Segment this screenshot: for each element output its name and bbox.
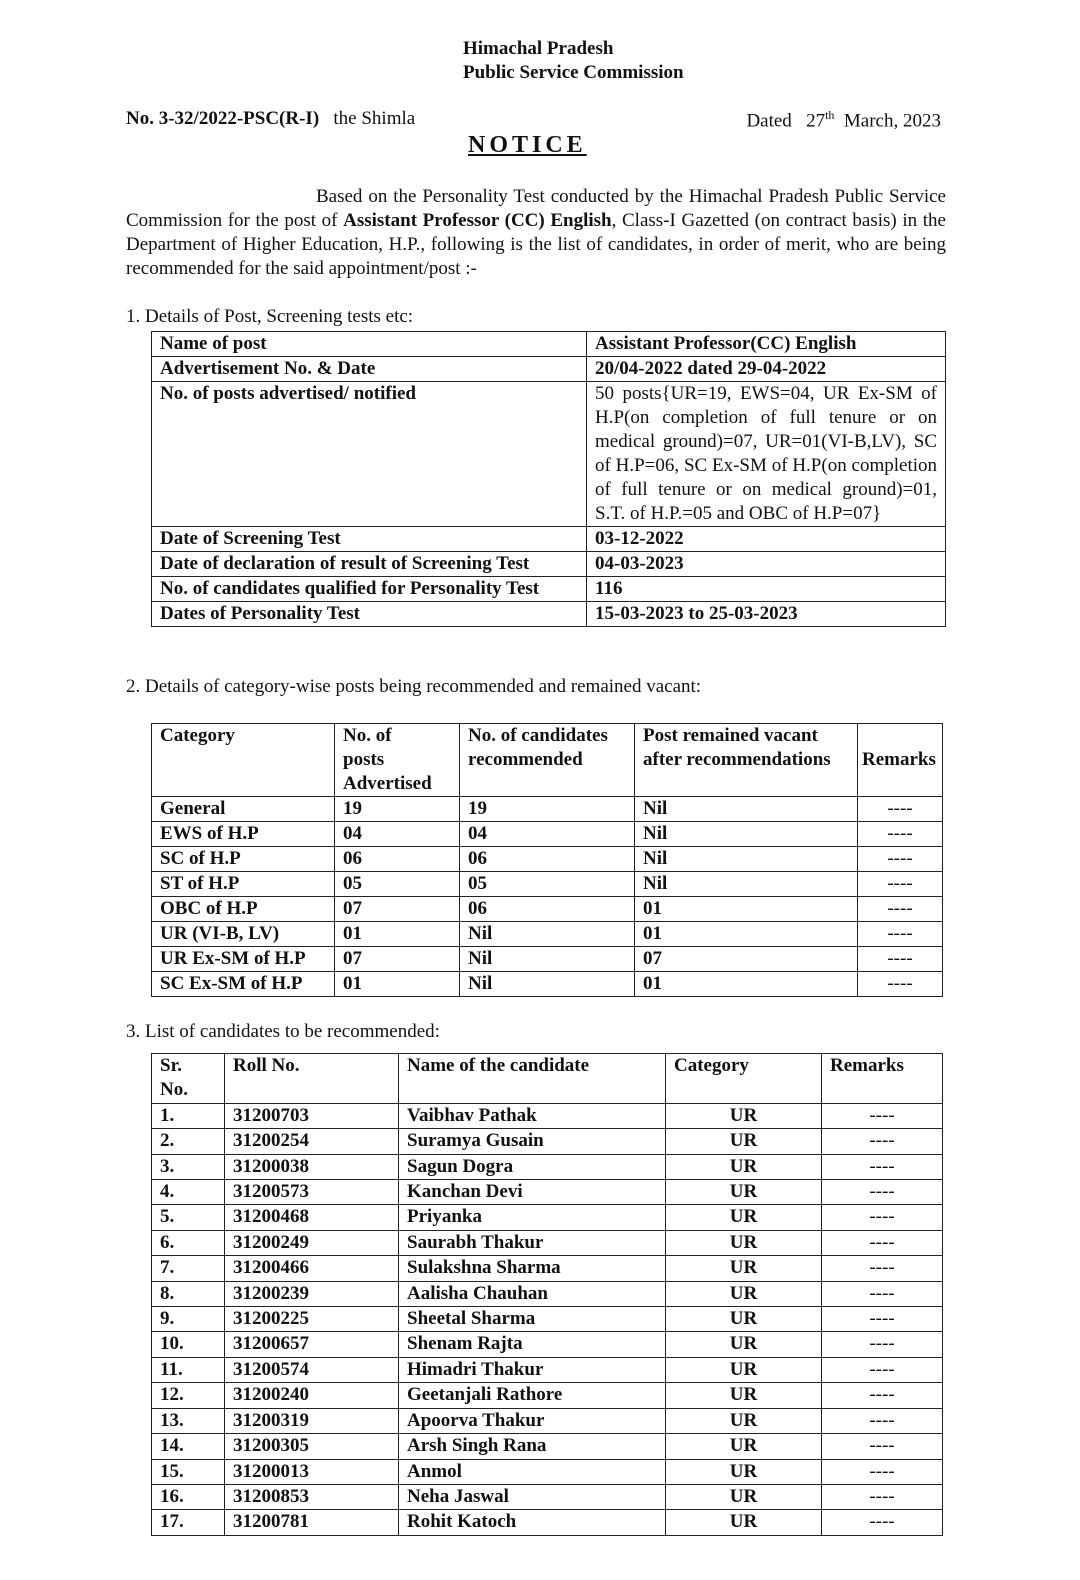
header-category	[666, 1054, 822, 1104]
table-row	[152, 822, 943, 847]
table-row	[152, 1307, 943, 1332]
sr-cell: 9.	[152, 1307, 225, 1332]
advertised-cell: 07	[335, 947, 460, 972]
section-1-heading: 1. Details of Post, Screening tests etc:	[126, 306, 414, 327]
name-cell: Sagun Dogra	[399, 1154, 666, 1179]
table-row	[152, 332, 946, 357]
header-candidate-name	[399, 1054, 666, 1104]
name-cell: Sheetal Sharma	[399, 1307, 666, 1332]
table-row	[152, 527, 946, 552]
header-text: Advertised	[343, 773, 432, 794]
table-row	[152, 897, 943, 922]
category-cell: UR	[666, 1332, 822, 1357]
section-2-heading: 2. Details of category-wise posts being recommended and remained vacant:	[126, 676, 702, 697]
table-row	[152, 1357, 943, 1382]
header-roll-no	[225, 1054, 399, 1104]
remarks-cell: ----	[858, 872, 943, 897]
post-detail-key: Date of declaration of result of Screening Test	[152, 552, 587, 577]
category-cell: UR (VI-B, LV)	[152, 922, 335, 947]
name-cell: Saurabh Thakur	[399, 1230, 666, 1255]
category-cell: UR	[666, 1154, 822, 1179]
intro-part-2: , Class-I Gazetted (on contract basis) in the Department of Higher Education, H.P., following is the list of candidates, in order of merit, who are being recommended for the said appointment/post :-	[126, 210, 946, 279]
table-row	[152, 577, 946, 602]
header-posts-advertised	[335, 724, 460, 797]
header-line-1: Himachal Pradesh	[463, 38, 614, 59]
sr-cell: 4.	[152, 1180, 225, 1205]
name-cell: Vaibhav Pathak	[399, 1103, 666, 1128]
roll-cell: 31200468	[225, 1205, 399, 1230]
header-text: No.	[160, 1079, 188, 1101]
name-cell: Arsh Singh Rana	[399, 1434, 666, 1459]
category-cell: EWS of H.P	[152, 822, 335, 847]
name-cell: Sulakshna Sharma	[399, 1256, 666, 1281]
table-row	[152, 1154, 943, 1179]
post-detail-value: 15-03-2023 to 25-03-2023	[587, 602, 946, 627]
date-day: 27	[806, 110, 826, 132]
post-details-table	[151, 331, 946, 627]
roll-cell: 31200013	[225, 1459, 399, 1484]
post-detail-value: 03-12-2022	[587, 527, 946, 552]
header-text: Sr.	[160, 1055, 183, 1076]
roll-cell: 31200574	[225, 1357, 399, 1382]
table-row	[152, 1383, 943, 1408]
vacant-cell: Nil	[635, 847, 858, 872]
remarks-cell: ----	[822, 1434, 943, 1459]
header-category-text: Category	[160, 725, 235, 746]
sr-cell: 7.	[152, 1256, 225, 1281]
table-row	[152, 1434, 943, 1459]
post-detail-key: Date of Screening Test	[152, 527, 587, 552]
roll-cell: 31200853	[225, 1484, 399, 1509]
category-cell: General	[152, 797, 335, 822]
header-text: Remarks	[862, 749, 936, 770]
remarks-cell: ----	[858, 822, 943, 847]
name-cell: Shenam Rajta	[399, 1332, 666, 1357]
name-cell: Neha Jaswal	[399, 1484, 666, 1509]
recommended-cell: 05	[460, 872, 635, 897]
sr-cell: 2.	[152, 1129, 225, 1154]
advertised-cell: 07	[335, 897, 460, 922]
category-cell: UR	[666, 1434, 822, 1459]
name-cell: Kanchan Devi	[399, 1180, 666, 1205]
table-row	[152, 1484, 943, 1509]
table-row	[152, 1408, 943, 1433]
header-text: after recommendations	[643, 749, 831, 770]
table-row	[152, 947, 943, 972]
remarks-cell: ----	[822, 1383, 943, 1408]
roll-cell: 31200249	[225, 1230, 399, 1255]
category-cell: UR	[666, 1307, 822, 1332]
reference-line	[126, 108, 415, 130]
table-row	[152, 382, 946, 527]
category-cell: UR Ex-SM of H.P	[152, 947, 335, 972]
category-cell: UR	[666, 1103, 822, 1128]
table-row	[152, 1459, 943, 1484]
category-cell: ST of H.P	[152, 872, 335, 897]
table-row	[152, 1103, 943, 1128]
header-post-vacant	[635, 724, 858, 797]
header-remarks	[822, 1054, 943, 1104]
sr-cell: 8.	[152, 1281, 225, 1306]
name-cell: Geetanjali Rathore	[399, 1383, 666, 1408]
post-detail-key: Advertisement No. & Date	[152, 357, 587, 382]
sr-cell: 14.	[152, 1434, 225, 1459]
recommended-cell: 19	[460, 797, 635, 822]
sr-cell: 12.	[152, 1383, 225, 1408]
remarks-cell: ----	[822, 1459, 943, 1484]
roll-cell: 31200319	[225, 1408, 399, 1433]
post-detail-value: 50 posts{UR=19, EWS=04, UR Ex-SM of H.P(on completion of full tenure or on medical ground)=07, UR=01(VI-B,LV), SC of H.P=06, SC Ex-SM of H.P(on completion of full tenure or on medical ground)=01, S.T. of H.P.=05 and OBC of H.P=07}	[587, 382, 946, 527]
roll-cell: 31200240	[225, 1383, 399, 1408]
vacant-cell: 01	[635, 897, 858, 922]
category-cell: UR	[666, 1357, 822, 1382]
remarks-cell: ----	[822, 1484, 943, 1509]
category-cell: UR	[666, 1459, 822, 1484]
category-cell: UR	[666, 1408, 822, 1433]
date-suffix: th	[825, 108, 835, 122]
sr-cell: 10.	[152, 1332, 225, 1357]
name-cell: Suramya Gusain	[399, 1129, 666, 1154]
sr-cell: 11.	[152, 1357, 225, 1382]
sr-cell: 15.	[152, 1459, 225, 1484]
roll-cell: 31200038	[225, 1154, 399, 1179]
remarks-cell: ----	[822, 1256, 943, 1281]
header-sr-no	[152, 1054, 225, 1104]
category-cell: SC of H.P	[152, 847, 335, 872]
roll-cell: 31200254	[225, 1129, 399, 1154]
date-rest: March, 2023	[843, 110, 941, 132]
name-cell: Apoorva Thakur	[399, 1408, 666, 1433]
recommended-cell: 06	[460, 897, 635, 922]
recommended-cell: 04	[460, 822, 635, 847]
table-row	[152, 552, 946, 577]
category-cell: UR	[666, 1256, 822, 1281]
date-label: Dated	[746, 110, 792, 132]
date-line	[746, 108, 941, 132]
vacant-cell: 07	[635, 947, 858, 972]
header-line-2: Public Service Commission	[463, 62, 684, 83]
header-text: Remarks	[830, 1055, 904, 1076]
table-row	[152, 922, 943, 947]
table-row	[152, 847, 943, 872]
table-row	[152, 1510, 943, 1535]
advertised-cell: 06	[335, 847, 460, 872]
header-text: Name of the candidate	[407, 1055, 590, 1076]
table-row	[152, 1281, 943, 1306]
header-text: recommended	[468, 749, 583, 770]
sr-cell: 3.	[152, 1154, 225, 1179]
remarks-cell: ----	[822, 1154, 943, 1179]
section-3-heading: 3. List of candidates to be recommended:	[126, 1021, 440, 1042]
vacant-cell: Nil	[635, 797, 858, 822]
recommended-cell: Nil	[460, 922, 635, 947]
post-detail-key: Name of post	[152, 332, 587, 357]
remarks-cell: ----	[822, 1230, 943, 1255]
category-cell: UR	[666, 1484, 822, 1509]
category-cell: UR	[666, 1180, 822, 1205]
category-cell: UR	[666, 1383, 822, 1408]
roll-cell: 31200466	[225, 1256, 399, 1281]
roll-cell: 31200305	[225, 1434, 399, 1459]
table-row	[152, 972, 943, 997]
remarks-cell: ----	[822, 1281, 943, 1306]
category-cell: UR	[666, 1129, 822, 1154]
notice-title: NOTICE	[468, 132, 587, 158]
header-text: Category	[674, 1055, 749, 1076]
remarks-cell: ----	[822, 1180, 943, 1205]
post-detail-key: No. of posts advertised/ notified	[152, 382, 587, 527]
table-row	[152, 1129, 943, 1154]
post-detail-value: 116	[587, 577, 946, 602]
roll-cell: 31200781	[225, 1510, 399, 1535]
intro-part-1: Based on the Personality Test conducted by the Himachal Pradesh Public Service Commission for the post of	[126, 186, 946, 231]
post-detail-value: 04-03-2023	[587, 552, 946, 577]
remarks-cell: ----	[822, 1129, 943, 1154]
sr-cell: 13.	[152, 1408, 225, 1433]
advertised-cell: 05	[335, 872, 460, 897]
header-remarks	[858, 724, 943, 797]
header-text: Roll No.	[233, 1055, 300, 1076]
post-detail-key: Dates of Personality Test	[152, 602, 587, 627]
candidates-table	[151, 1053, 943, 1536]
category-cell: SC Ex-SM of H.P	[152, 972, 335, 997]
vacant-cell: Nil	[635, 822, 858, 847]
reference-place: the Shimla	[333, 108, 416, 129]
remarks-cell: ----	[822, 1205, 943, 1230]
table-row	[152, 1205, 943, 1230]
name-cell: Anmol	[399, 1459, 666, 1484]
table-row	[152, 602, 946, 627]
advertised-cell: 01	[335, 972, 460, 997]
remarks-cell: ----	[822, 1408, 943, 1433]
post-detail-key: No. of candidates qualified for Personality Test	[152, 577, 587, 602]
name-cell: Priyanka	[399, 1205, 666, 1230]
roll-cell: 31200239	[225, 1281, 399, 1306]
remarks-cell: ----	[822, 1307, 943, 1332]
sr-cell: 1.	[152, 1103, 225, 1128]
name-cell: Himadri Thakur	[399, 1357, 666, 1382]
commission-header	[463, 37, 684, 85]
header-text: No. of candidates	[468, 725, 608, 746]
table-header-row	[152, 1054, 943, 1104]
category-cell: UR	[666, 1281, 822, 1306]
sr-cell: 17.	[152, 1510, 225, 1535]
advertised-cell: 19	[335, 797, 460, 822]
remarks-cell: ----	[822, 1510, 943, 1535]
vacant-cell: 01	[635, 972, 858, 997]
sr-cell: 16.	[152, 1484, 225, 1509]
name-cell: Rohit Katoch	[399, 1510, 666, 1535]
category-cell: OBC of H.P	[152, 897, 335, 922]
category-cell: UR	[666, 1510, 822, 1535]
roll-cell: 31200703	[225, 1103, 399, 1128]
remarks-cell: ----	[858, 797, 943, 822]
header-text: No. of	[343, 725, 392, 746]
table-row	[152, 1332, 943, 1357]
category-cell: UR	[666, 1230, 822, 1255]
table-row	[152, 1180, 943, 1205]
post-detail-value: Assistant Professor(CC) English	[587, 332, 946, 357]
header-text: posts	[343, 749, 385, 770]
roll-cell: 31200657	[225, 1332, 399, 1357]
remarks-cell: ----	[858, 847, 943, 872]
recommended-cell: Nil	[460, 947, 635, 972]
recommended-cell: 06	[460, 847, 635, 872]
header-text: Post remained vacant	[643, 725, 818, 746]
header-candidates-recommended	[460, 724, 635, 797]
table-row	[152, 357, 946, 382]
table-row	[152, 797, 943, 822]
remarks-cell: ----	[822, 1357, 943, 1382]
remarks-cell: ----	[822, 1103, 943, 1128]
table-row	[152, 1230, 943, 1255]
vacant-cell: 01	[635, 922, 858, 947]
header-category	[152, 724, 335, 797]
post-detail-value: 20/04-2022 dated 29-04-2022	[587, 357, 946, 382]
recommended-cell: Nil	[460, 972, 635, 997]
table-row	[152, 872, 943, 897]
category-wise-table	[151, 723, 943, 997]
reference-number: No. 3-32/2022-PSC(R-I)	[126, 108, 320, 129]
advertised-cell: 01	[335, 922, 460, 947]
name-cell: Aalisha Chauhan	[399, 1281, 666, 1306]
sr-cell: 6.	[152, 1230, 225, 1255]
roll-cell: 31200573	[225, 1180, 399, 1205]
intro-paragraph	[126, 185, 946, 281]
roll-cell: 31200225	[225, 1307, 399, 1332]
intro-post-name: Assistant Professor (CC) English	[343, 210, 612, 231]
remarks-cell: ----	[858, 947, 943, 972]
remarks-cell: ----	[858, 897, 943, 922]
remarks-cell: ----	[858, 972, 943, 997]
table-row	[152, 1256, 943, 1281]
sr-cell: 5.	[152, 1205, 225, 1230]
category-cell: UR	[666, 1205, 822, 1230]
advertised-cell: 04	[335, 822, 460, 847]
vacant-cell: Nil	[635, 872, 858, 897]
table-header-row	[152, 724, 943, 797]
remarks-cell: ----	[858, 922, 943, 947]
remarks-cell: ----	[822, 1332, 943, 1357]
